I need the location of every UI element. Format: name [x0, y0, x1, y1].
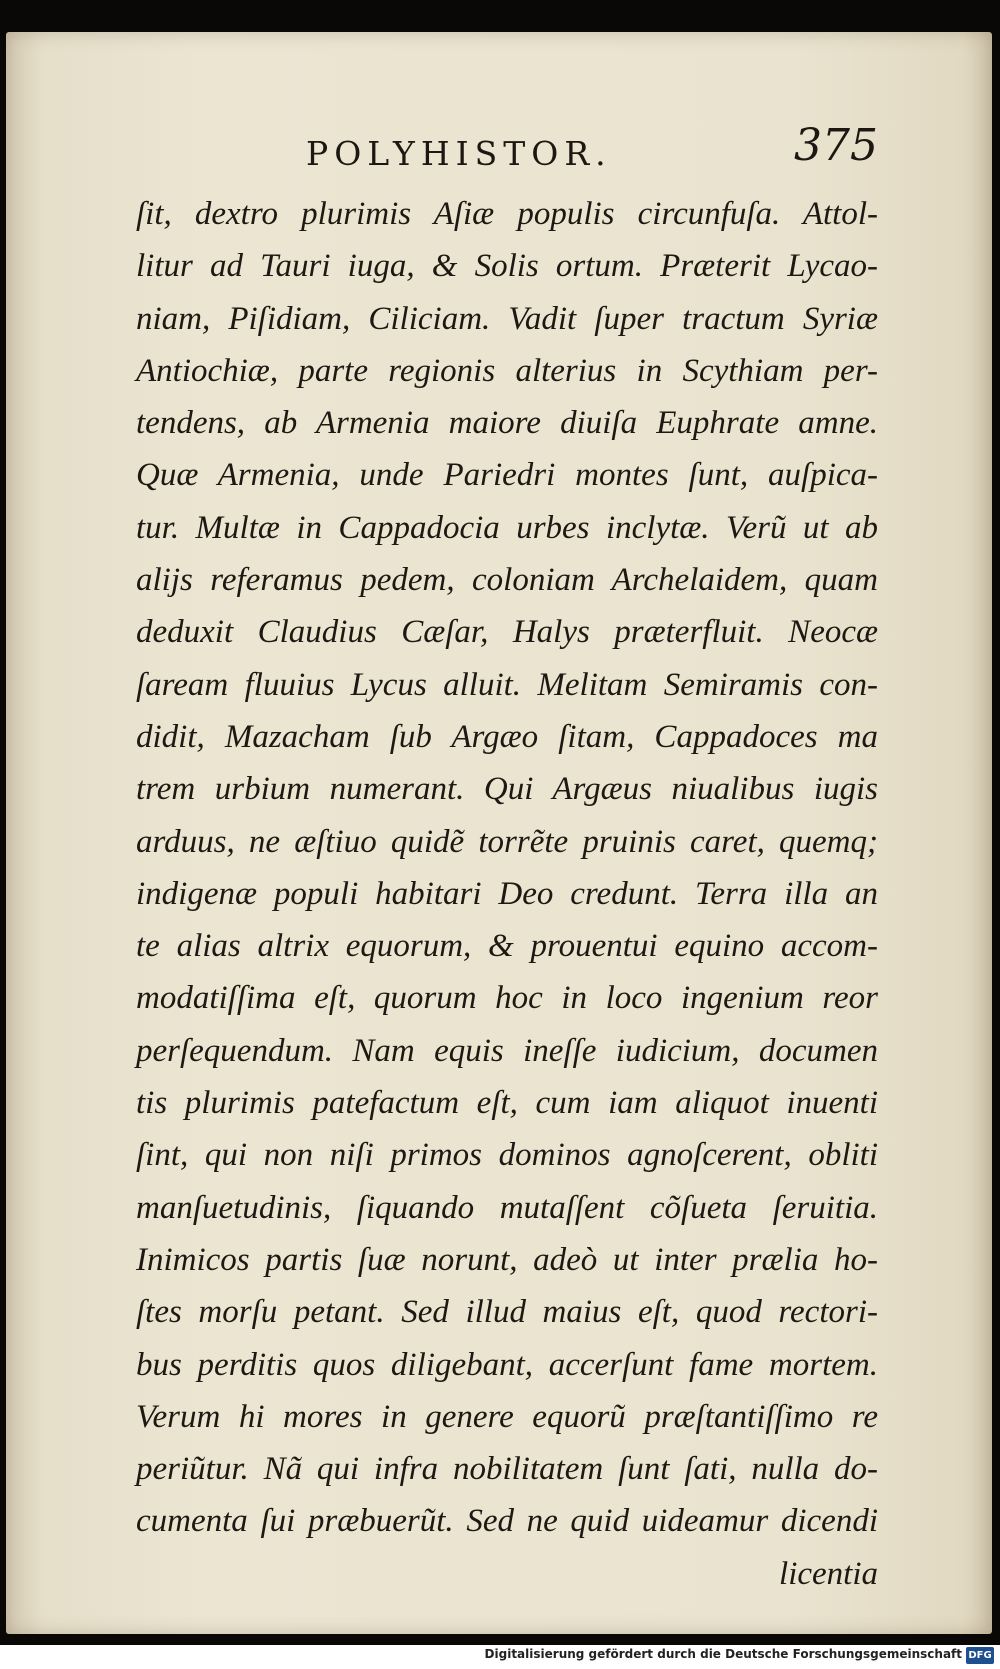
text-line: trem urbium numerant. Qui Argæus niualibus iugis	[136, 771, 878, 808]
text-line: perſequendum. Nam equis ineſſe iudicium, documen	[136, 1032, 878, 1069]
text-line: didit, Mazacham ſub Argæo ſitam, Cappadoces ma	[136, 718, 878, 755]
page-number: 375	[794, 120, 878, 171]
text-line: alijs referamus pedem, coloniam Archelaidem, quam	[136, 562, 878, 599]
text-line: ſint, qui non niſi primos dominos agnoſcerent, obliti	[136, 1137, 878, 1174]
text-line: deduxit Claudius Cæſar, Halys præterfluit. Neocæ	[136, 614, 878, 651]
text-block	[136, 188, 878, 1600]
text-line: arduus, ne æſtiuo quidẽ torrẽte pruinis caret, quemq;	[136, 823, 878, 860]
text-line: modatiſſima eſt, quorum hoc in loco ingenium reor	[136, 980, 878, 1017]
text-line: tis plurimis patefactum eſt, cum iam aliquot inuenti	[136, 1085, 878, 1122]
running-head: POLYHISTOR.	[306, 134, 612, 173]
text-line: periũtur. Nã qui infra nobilitatem ſunt ſati, nulla do-	[136, 1451, 878, 1488]
footer-bar	[0, 1645, 1000, 1669]
text-line: manſuetudinis, ſiquando mutaſſent cõſueta ſeruitia.	[136, 1189, 878, 1226]
text-line: bus perditis quos diligebant, accerſunt fame mortem.	[136, 1346, 878, 1383]
text-line: indigenæ populi habitari Deo credunt. Terra illa an	[136, 875, 878, 912]
catchword: licentia	[779, 1555, 878, 1592]
book-page	[6, 32, 992, 1634]
text-line: Inimicos partis ſuæ norunt, adeò ut inter prælia ho-	[136, 1241, 878, 1278]
text-line: Quæ Armenia, unde Pariedri montes ſunt, auſpica-	[136, 457, 878, 494]
text-line: tur. Multæ in Cappadocia urbes inclytæ. Verũ ut ab	[136, 509, 878, 546]
text-line: litur ad Tauri iuga, & Solis ortum. Præterit Lycao-	[136, 248, 878, 285]
text-line: niam, Piſidiam, Ciliciam. Vadit ſuper tractum Syriæ	[136, 300, 878, 337]
text-line: cumenta ſui præbuerũt. Sed ne quid uideamur dicendi	[136, 1503, 878, 1540]
text-line: te alias altrix equorum, & prouentui equino accom-	[136, 928, 878, 965]
text-line: tendens, ab Armenia maiore diuiſa Euphrate amne.	[136, 405, 878, 442]
text-line: ſaream fluuius Lycus alluit. Melitam Semiramis con-	[136, 666, 878, 703]
text-line: ſtes morſu petant. Sed illud maius eſt, quod rectori-	[136, 1294, 878, 1331]
digitization-credit: Digitalisierung gefördert durch die Deutsche Forschungsgemeinschaft	[484, 1647, 962, 1661]
text-line: ſit, dextro plurimis Aſiæ populis circunfuſa. Attol-	[136, 196, 878, 232]
text-line: Antiochiæ, parte regionis alterius in Scythiam per-	[136, 352, 878, 389]
text-line: Verum hi mores in genere equorũ præſtantiſſimo re	[136, 1398, 878, 1435]
dfg-logo-icon: DFG	[966, 1647, 994, 1664]
